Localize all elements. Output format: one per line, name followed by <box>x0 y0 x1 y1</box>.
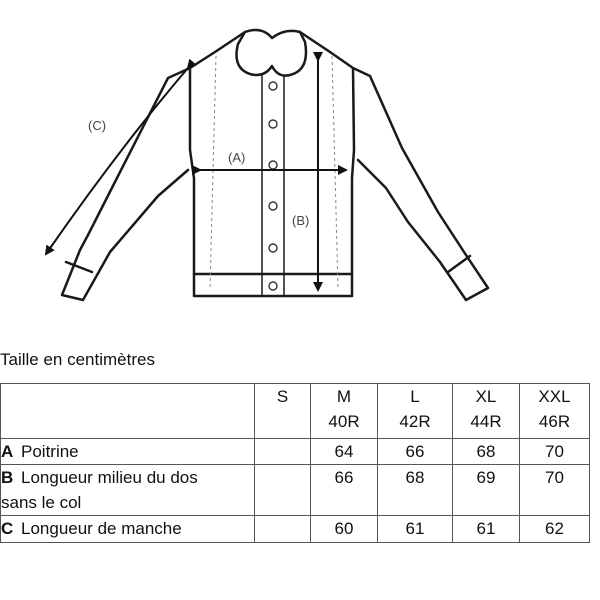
measure-name: Poitrine <box>21 442 79 461</box>
measure-name: Longueur milieu du dos <box>21 468 198 487</box>
size-code: 46R <box>538 412 571 431</box>
measure-letter: B <box>1 468 14 487</box>
size-label: M <box>336 387 352 406</box>
measure-letter: C <box>1 519 14 538</box>
table-row <box>1 439 590 465</box>
size-label: XXL <box>538 387 571 406</box>
size-table <box>0 383 590 543</box>
measure-label-cell <box>1 439 255 465</box>
measure-name-line <box>1 490 254 515</box>
value-cell: 60 <box>311 516 378 543</box>
collar-outline <box>237 30 307 76</box>
measure-letter: A <box>1 442 14 461</box>
size-header-0 <box>255 384 311 439</box>
size-label: L <box>410 387 420 406</box>
size-caption: Taille en centimètres <box>0 350 155 369</box>
value-cell: 70 <box>520 439 590 465</box>
size-header-1 <box>311 384 378 439</box>
size-header-2 <box>378 384 453 439</box>
right-cuff-line <box>448 256 470 272</box>
value-cell <box>255 516 311 543</box>
measure-label-cell <box>1 516 255 543</box>
header-row <box>1 384 590 439</box>
label-a: (A) <box>228 150 246 165</box>
size-header-3 <box>453 384 520 439</box>
size-header-4 <box>520 384 590 439</box>
size-code: 42R <box>399 412 431 431</box>
value-cell: 70 <box>520 465 590 516</box>
sleeve-length-arrow <box>46 68 188 254</box>
value-cell: 62 <box>520 516 590 543</box>
value-cell: 66 <box>378 439 453 465</box>
value-cell <box>255 439 311 465</box>
value-cell: 68 <box>453 439 520 465</box>
size-label: S <box>276 387 289 406</box>
label-b: (B) <box>292 213 310 228</box>
measure-name-line <box>1 465 254 490</box>
jacket-buttons <box>269 82 277 290</box>
right-sleeve-outline <box>353 68 488 300</box>
value-cell: 66 <box>311 465 378 516</box>
value-cell: 61 <box>453 516 520 543</box>
value-cell <box>255 465 311 516</box>
header-corner-cell <box>1 384 255 439</box>
value-cell: 61 <box>378 516 453 543</box>
table-row <box>1 465 590 516</box>
size-code: 40R <box>328 412 360 431</box>
left-cuff-line <box>66 262 92 272</box>
measure-label-cell <box>1 465 255 516</box>
value-cell: 68 <box>378 465 453 516</box>
measure-name: sans le col <box>1 493 82 512</box>
value-cell: 64 <box>311 439 378 465</box>
size-code: 44R <box>470 412 502 431</box>
size-label: XL <box>475 387 497 406</box>
label-c: (C) <box>88 118 107 133</box>
measure-name: Longueur de manche <box>21 519 182 538</box>
measure-name-line <box>1 439 254 464</box>
measure-name-line <box>1 516 254 541</box>
left-sleeve-outline <box>62 68 190 300</box>
table-row <box>1 516 590 543</box>
value-cell: 69 <box>453 465 520 516</box>
